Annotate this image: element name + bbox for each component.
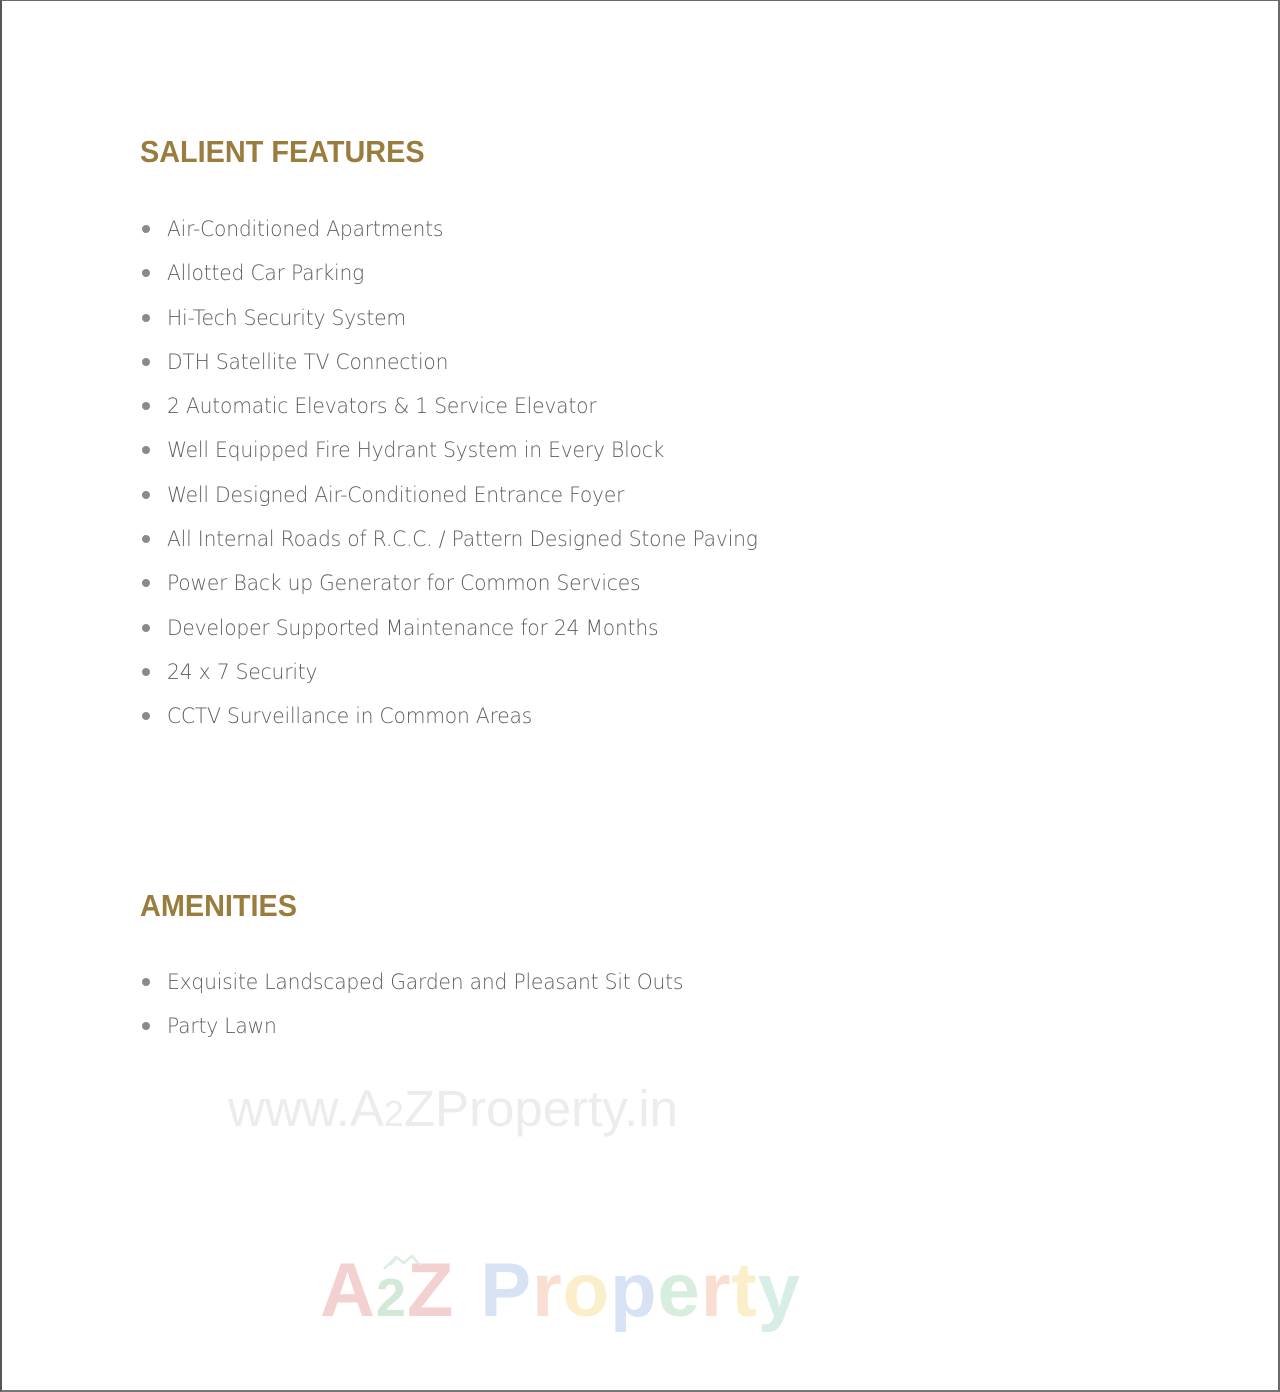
feature-item [140, 478, 779, 522]
amenities-heading: AMENITIES [140, 888, 297, 923]
logo-letter: t [731, 1248, 758, 1333]
bullet-icon [142, 712, 150, 720]
logo-letter: 2 [375, 1268, 407, 1328]
logo-letter: A [320, 1248, 376, 1333]
salient-features-heading: SALIENT FEATURES [140, 134, 425, 169]
bullet-icon [142, 1022, 150, 1030]
bullet-icon [142, 535, 150, 543]
feature-item [140, 566, 779, 610]
feature-item-text: Air-Conditioned Apartments [167, 217, 444, 241]
bullet-icon [142, 402, 150, 410]
feature-item-text: All Internal Roads of R.C.C. / Pattern Designed Stone Paving [167, 527, 758, 552]
logo-letter: r [700, 1248, 732, 1333]
feature-item [140, 345, 779, 389]
logo-letter: p [610, 1248, 658, 1333]
feature-item [140, 389, 779, 433]
logo-letter: P [480, 1248, 533, 1333]
feature-item [140, 699, 779, 743]
amenity-item-text: Party Lawn [167, 1014, 277, 1039]
bullet-icon [142, 668, 150, 676]
feature-item-text: CCTV Surveillance in Common Areas [167, 704, 533, 729]
feature-item-text: Developer Supported Maintenance for 24 Months [167, 615, 659, 640]
watermark-url [228, 1079, 678, 1138]
amenity-item [140, 965, 702, 1009]
bullet-icon [142, 358, 150, 366]
logo-letter: y [757, 1248, 801, 1333]
amenities-list [140, 965, 702, 1054]
watermark-url-sub: 2 [383, 1093, 404, 1134]
feature-item-text: Well Equipped Fire Hydrant System in Every Block [167, 438, 665, 463]
feature-item-text: Power Back up Generator for Common Services [167, 571, 641, 596]
bullet-icon [142, 579, 150, 587]
logo-letter: o [562, 1248, 611, 1333]
bullet-icon [142, 314, 150, 322]
feature-item [140, 256, 779, 300]
bullet-icon [142, 624, 150, 632]
feature-item [140, 433, 779, 477]
feature-item [140, 522, 779, 566]
bullet-icon [142, 978, 150, 986]
amenity-item-text: Exquisite Landscaped Garden and Pleasant Sit Outs [167, 970, 684, 994]
amenity-item [140, 1009, 702, 1053]
feature-item [140, 212, 779, 256]
feature-item-text: 24 x 7 Security [167, 659, 318, 684]
feature-item-text: Hi-Tech Security System [167, 305, 406, 330]
feature-item-text: Well Designed Air-Conditioned Entrance Foyer [167, 482, 625, 507]
feature-item [140, 301, 779, 345]
watermark-url-prefix: www.A [228, 1080, 384, 1137]
salient-features-list [140, 212, 779, 744]
logo-letter: Z [406, 1248, 455, 1333]
bullet-icon [142, 225, 150, 233]
bullet-icon [142, 491, 150, 499]
bullet-icon [142, 446, 150, 454]
logo-letter: r [532, 1248, 563, 1333]
bullet-icon [142, 269, 150, 277]
feature-item-text: Allotted Car Parking [167, 261, 365, 286]
feature-item-text: 2 Automatic Elevators & 1 Service Elevator [167, 394, 597, 419]
watermark-logo [320, 1247, 801, 1334]
logo-letter: e [657, 1248, 701, 1333]
feature-item-text: DTH Satellite TV Connection [167, 349, 449, 374]
feature-item [140, 611, 779, 655]
watermark-url-suffix: ZProperty.in [403, 1080, 678, 1137]
feature-item [140, 655, 779, 699]
